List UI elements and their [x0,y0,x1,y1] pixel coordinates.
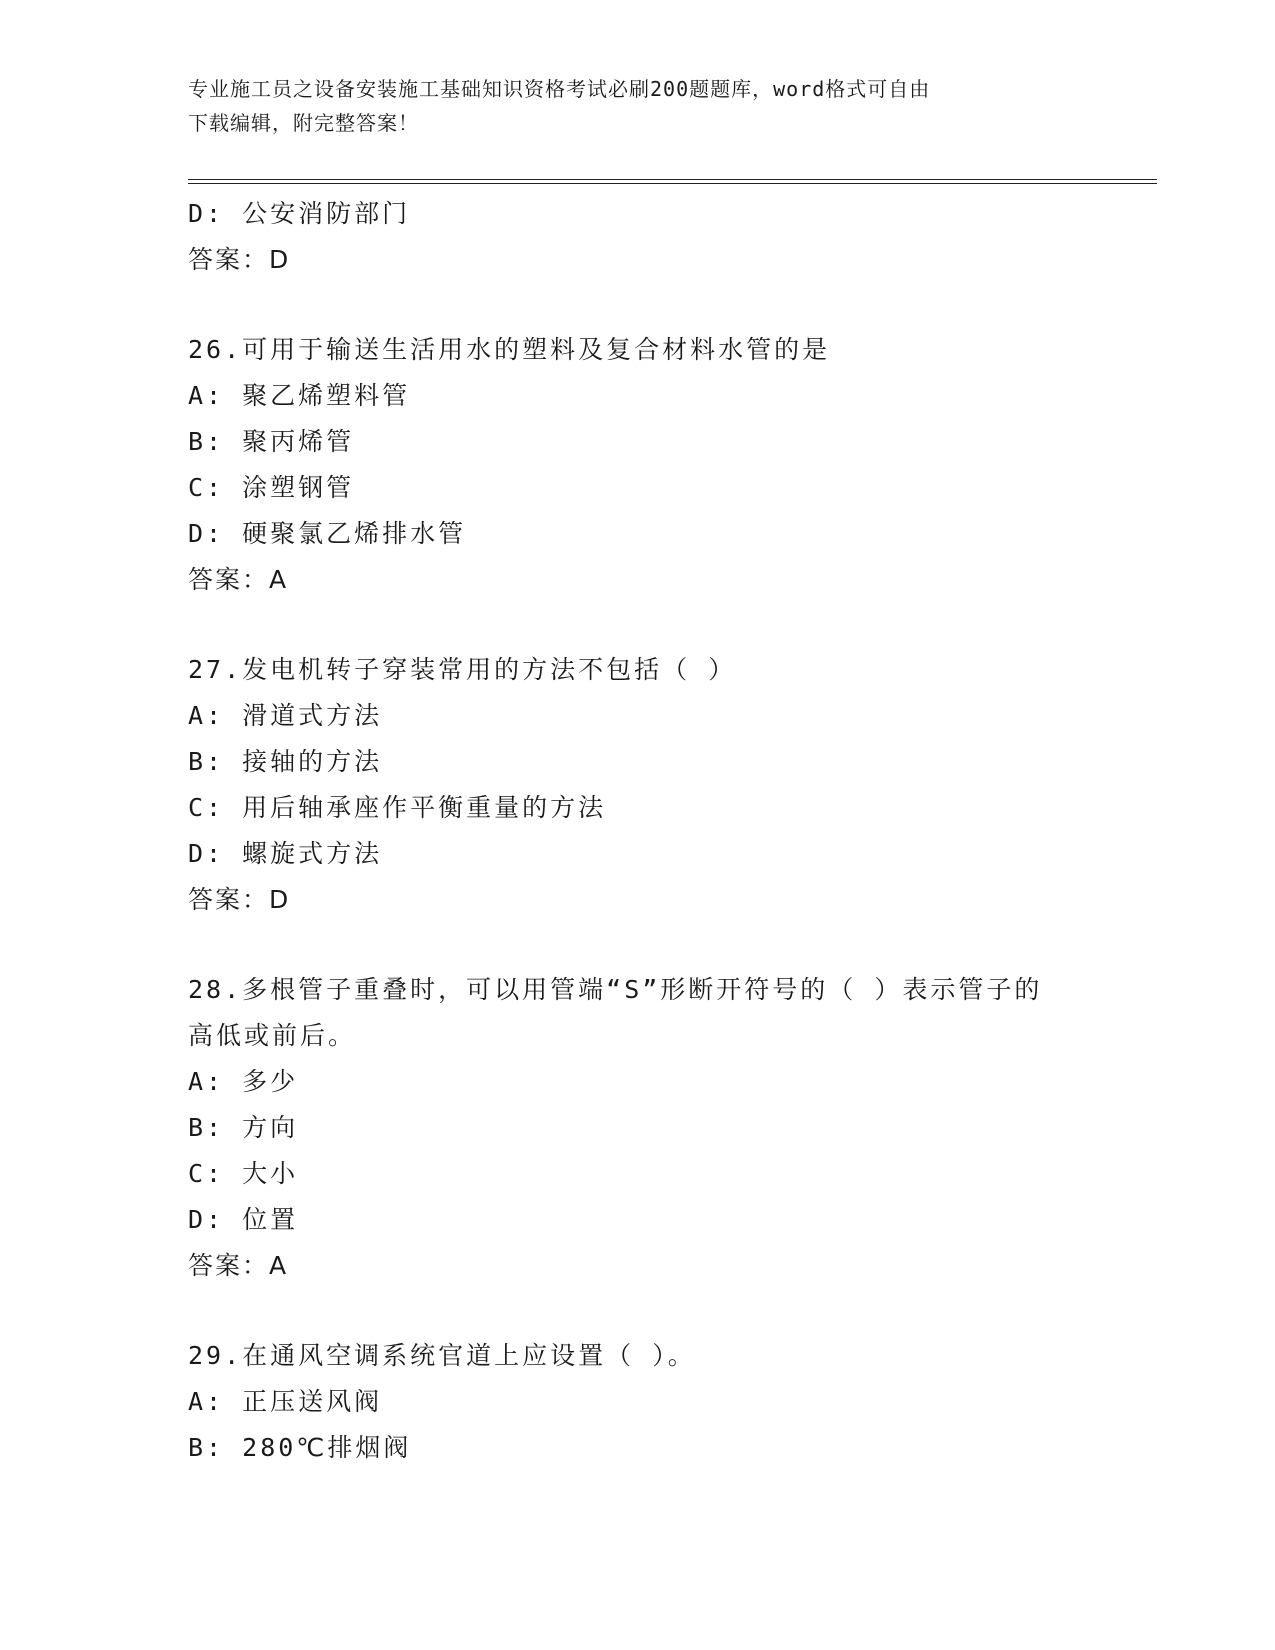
question-29 [188,1333,1088,1471]
spacer [188,923,1088,967]
option-a: A: 聚乙烯塑料管 [188,381,411,410]
prev-answer: 答案：D [188,245,291,274]
spacer [188,283,1088,327]
option-b: B: 280℃排烟阀 [188,1433,412,1462]
header-line-2: 下载编辑，附完整答案！ [188,111,419,135]
header-divider-top [188,179,1157,180]
spacer [188,1289,1088,1333]
option-a: A: 滑道式方法 [188,701,383,730]
question-stem: 27.发电机转子穿装常用的方法不包括（ ） [188,655,737,684]
question-stem-line-2: 高低或前后。 [188,1021,357,1050]
header-line-1: 专业施工员之设备安装施工基础知识资格考试必刷200题题库，word格式可自由 [188,77,931,101]
option-b: B: 聚丙烯管 [188,427,355,456]
option-a: A: 多少 [188,1067,299,1096]
option-d: D: 位置 [188,1205,299,1234]
question-27 [188,647,1088,923]
option-d: D: 螺旋式方法 [188,839,383,868]
question-stem: 29.在通风空调系统官道上应设置（ ）。 [188,1341,696,1370]
option-d: D: 硬聚氯乙烯排水管 [188,519,467,548]
question-stem-line-1: 28.多根管子重叠时，可以用管端“S”形断开符号的（ ）表示管子的 [188,975,1043,1004]
question-stem: 26.可用于输送生活用水的塑料及复合材料水管的是 [188,335,831,364]
answer: 答案：A [188,565,289,594]
option-b: B: 方向 [188,1113,299,1142]
spacer [188,603,1088,647]
question-28 [188,967,1088,1289]
document-header [188,72,1068,140]
option-c: C: 用后轴承座作平衡重量的方法 [188,793,607,822]
answer: 答案：D [188,885,291,914]
question-content [188,191,1088,1471]
prev-option-d: D: 公安消防部门 [188,199,411,228]
question-26 [188,327,1088,603]
answer: 答案：A [188,1251,289,1280]
header-divider-bottom [188,183,1157,184]
option-a: A: 正压送风阀 [188,1387,383,1416]
option-b: B: 接轴的方法 [188,747,383,776]
option-c: C: 大小 [188,1159,299,1188]
option-c: C: 涂塑钢管 [188,473,355,502]
